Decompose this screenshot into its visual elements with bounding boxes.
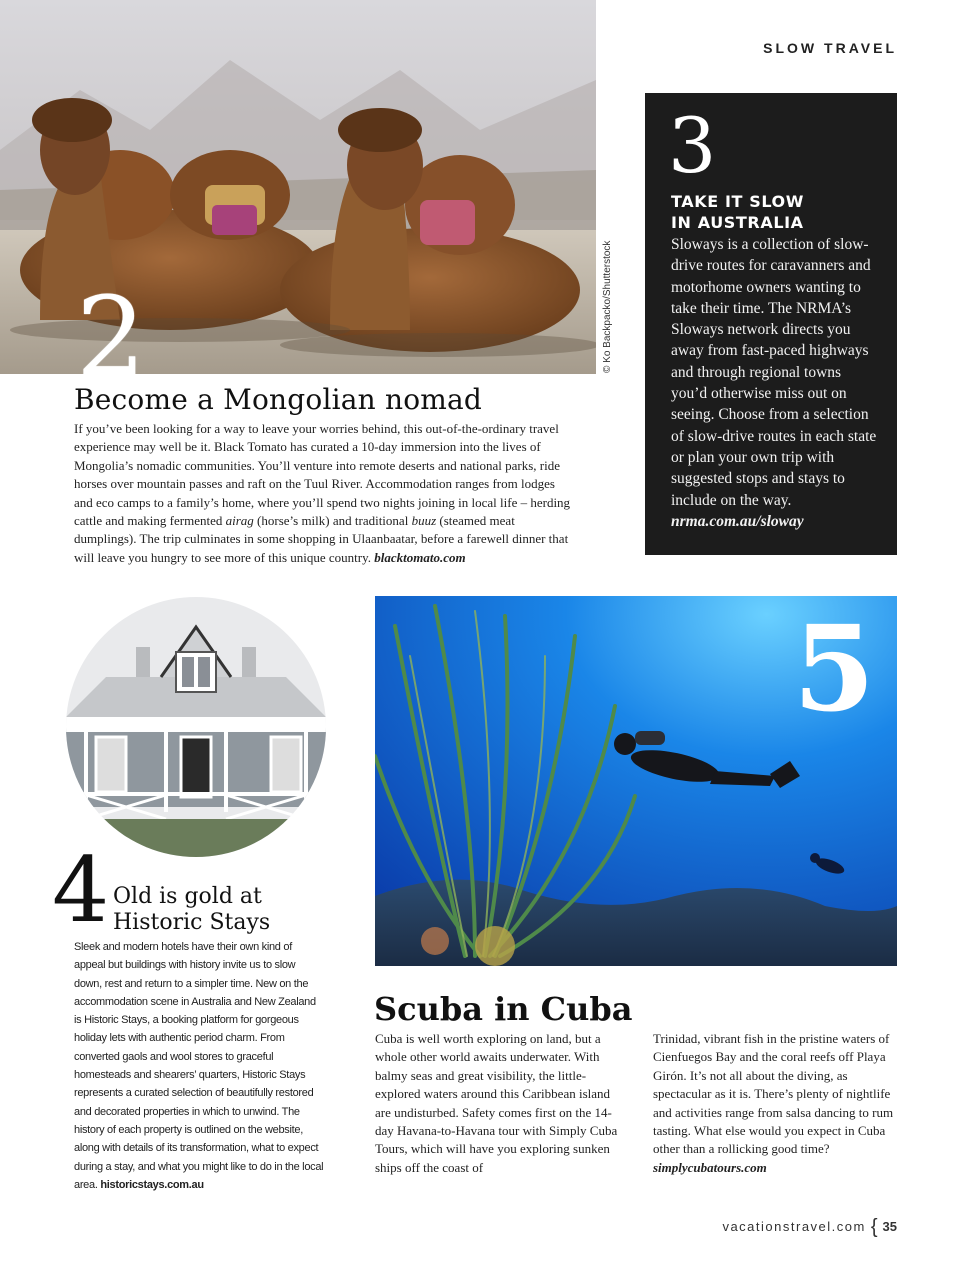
simplycuba-link[interactable]: simplycubatours.com	[653, 1159, 767, 1175]
item-number-3: 3	[668, 101, 717, 190]
item2-body: If you’ve been looking for a way to leave your worries behind, this out-of-the-ordinary travel experience may well be it. Black Tomato has curated a 10-day immersion into the lives of Mongolia’s nomadic communities. You’ll venture into remote deserts and national parks, ride horses over mountain passes and raft on the Tuul River. Accommodation ranges from lodges and eco camps to a family’s home, where you’ll spend two nights joining in local life – herding cattle and making fermented airag (horse’s milk) and traditional buuz (steamed meat dumplings). The trip culminates in some shopping in Ulaanbaatar, before a farewell dinner that will leave you hungry to see more of this unique country. blacktomato.com	[74, 421, 571, 565]
page-number: 35	[882, 1219, 897, 1234]
historic-house-photo	[66, 597, 326, 857]
footer-site[interactable]: vacationstravel.com	[722, 1219, 866, 1234]
item2-title: Become a Mongolian nomad	[74, 383, 483, 416]
item5-title: Scuba in Cuba	[374, 990, 633, 1028]
footer-brace: {	[870, 1216, 878, 1238]
photo-credit: © Ko Backpacko/Shutterstock	[602, 240, 613, 373]
blacktomato-link[interactable]: blacktomato.com	[374, 549, 466, 565]
item-number-4: 4	[52, 838, 110, 943]
item3-title: TAKE IT SLOW IN AUSTRALIA	[671, 192, 804, 232]
item4-body: Sleek and modern hotels have their own kind of appeal but buildings with history invite us to slow down, rest and return to a simpler time. New on the accommodation scene in Australia and New Zealand is Historic Stays, a booking platform for gorgeous holiday lets with authentic period charm. From converted gaols and wool stores to graceful homesteads and shearers’ quarters, Historic Stays represents a curated selection of beautifully restored and decorated properties in which to unwind. The history of each property is outlined on the website, along with details of its transformation, what to expect during a stay, and what you might like to do in the local area. historicstays.com.au	[74, 941, 324, 1191]
section-label: SLOW TRAVEL	[763, 40, 897, 56]
historicstays-link[interactable]: historicstays.com.au	[100, 1178, 204, 1191]
nrma-link[interactable]: nrma.com.au/sloway	[671, 512, 804, 530]
item3-body: Sloways is a collection of slow-drive routes for caravanners and motorhome owners wanting to take their time. The NRMA’s Sloways network directs you away from fast-paced highways and through regional towns you’d otherwise miss out on seeing. Choose from a selection of slow-drive routes in each state or plan your own trip with suggested stops and stays to include on the way. nrma.com.au/sloway	[671, 236, 877, 530]
item4-title: Old is gold at Historic Stays	[113, 884, 271, 935]
footer	[722, 1216, 897, 1239]
item-number-2: 2	[76, 273, 146, 401]
item-number-5: 5	[793, 599, 876, 738]
item5-body-col1: Cuba is well worth exploring on land, but a whole other world awaits underwater. With balmy seas and great visibility, the little-explored waters around this Caribbean island are undisturbed. Safety comes first on the 14-day Havana-to-Havana tour with Simply Cuba Tours, which will have you exploring sunken ships off the coast of	[375, 1031, 618, 1175]
item5-body-col2: Trinidad, vibrant fish in the pristine waters of Cienfuegos Bay and the coral reefs off Playa Girón. It’s not all about the diving, as spectacular as it is. There’s plenty of nightlife and activities range from salsa dancing to rum tasting. What else would you expect in Cuba other than a rollicking good time? simplycubatours.com	[653, 1031, 894, 1175]
